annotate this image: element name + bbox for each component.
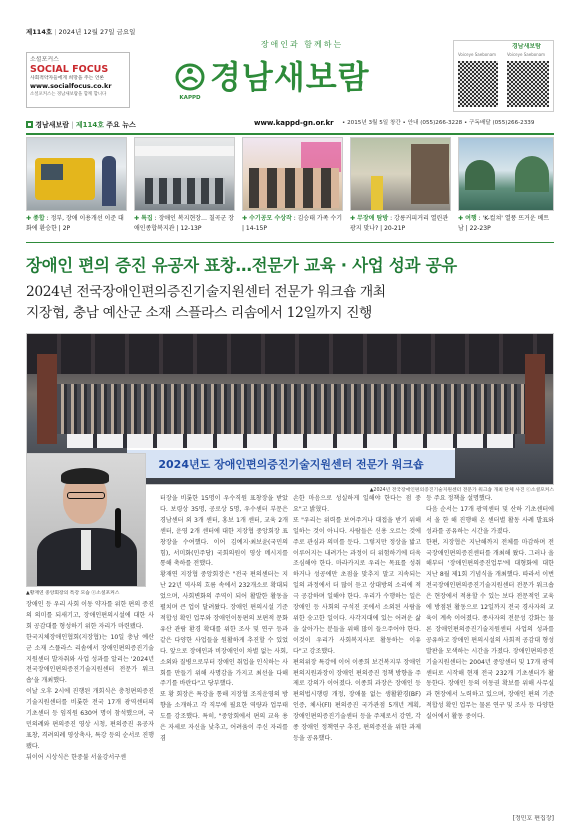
thumb-caption-1[interactable]: ✚ 종합 : 정부, 장애 이용개선 이준 대화에 환승한 | 2P	[26, 215, 124, 232]
column-3-text: 손한 마음으로 성실하게 일해야 한다는 점 중요"고 밝혔다. 또 "우리는 위력를 보여주거나 대접을 받기 위해 일하는 것이 아니다. 사람들은 신용 오르는 것에 주로 관심과 의미를 둔다. 그렇지만 정상을 밟고 이루어지는 내려가는 과정이 더 위험하기에 더욱 조심해야 한다. 마라카지로 우리는 목표를 성취하거나 성공에만 초점을 맞추지 말고 지속되는 일의 과정에서 더 많이 듣고 상대방의 소리에 적극 공감하며 일해야 한다. 우리가 수행하는 일은 장애인 등 사회의 구석진 곳에서 소외된 사람을 위한 숭고한 일이다. 사각지대에 있는 어려운 삶을 살아가는 분들을 위해 많이 들으주어야 한다. 이것이 우리가 사회복지사로 활동하는 이유다"고 강조했다. 편의위장 특강에 이어 이종희 보건복지부 장애인편의지원과장이 장애인 편의증진 정책 방향을 주제로 강의가 이어졌다. 이종희 과장은 장애인 등 편의법시행령 개정, 장애물 없는 생활환경(BF) 인증, 체사(Fl) 편의증진 국가관점 5개년 계획, 장애인편의증진기술센터 등을 주제로서 강연, 각종 장애인 정책연구 추진, 편의증진을 위한 과제 등을 공유했다.	[293, 495, 421, 742]
thumb-text-2: 장애인 복지현장… 칠곡군 장애인종합복지관 | 12-13P	[134, 215, 235, 232]
thumb-photo-4[interactable]	[350, 137, 451, 211]
thumb-text-3: 김승태 가족 수기 | 14-15P	[242, 215, 343, 232]
article-byline: [정민호 편집장]	[512, 815, 554, 822]
qr-block[interactable]	[453, 40, 554, 112]
site-url[interactable]: www.kappd-gn.or.kr	[254, 119, 334, 127]
thumb-caption-5[interactable]: ✚ 여행 : 'K-컬쳐' 열풍 뜨거운 베트남 | 22-23P	[458, 215, 550, 232]
thumb-tag-3: 수기공모 수상작	[249, 215, 292, 222]
thumb-caption-2[interactable]: ✚ 특집 : 장애인 복지현장… 칠곡군 장애인종합복지관 | 12-13P	[134, 215, 235, 232]
issue-line: 제114호 | 2024년 12월 27일 금요일	[26, 28, 136, 36]
thumb-caption-3[interactable]: ✚ 수기공모 수상작 : 김승태 가족 수기 | 14-15P	[242, 215, 343, 232]
thumb-tag-5: 여행	[465, 215, 477, 222]
sponsor-ad[interactable]	[26, 52, 130, 108]
thumb-caption-4[interactable]: ✚ 무장애 탐방 : 강릉커피거리 열린관광지 맞나? | 20-21P	[350, 215, 449, 232]
thumb-tag-2: 특집	[141, 215, 153, 222]
plus-icon: ✚	[26, 215, 34, 222]
workshop-banner-text: 2024년도 장애인편의증진기술지원센터 전문가 워크숍	[158, 458, 424, 471]
kappd-logo-icon	[174, 62, 206, 96]
news-bar: 경남새보람 | 제114호 주요 뉴스	[26, 120, 246, 131]
main-photo-caption: ▲2024년 전국장애인편의증진기술지원센터 전문가 워크숍 개최 단체 사진 ⓒ소셜포커스	[369, 488, 554, 493]
news-bar-square-icon	[26, 121, 33, 128]
issue-number: 제114호	[26, 28, 53, 36]
article-column-1	[26, 600, 154, 818]
person-figure-icon	[102, 156, 116, 206]
ad-tagline: 사회적약자들에게 희망을 주는 언론	[30, 76, 105, 81]
thumb-photo-1[interactable]	[26, 137, 127, 211]
qr-label-2: Voiceye Saebonam	[507, 52, 546, 57]
masthead-slogan: 장애인과 함께하는	[260, 40, 344, 49]
issue-date: 2024년 12월 27일 금요일	[58, 28, 136, 36]
column-2-text: 터장을 비롯한 15명이 우수직원 표창장을 받았다. 보령상 35명, 공로상 5명, 우수센터 부문은 경남센터 외 3개 센터, 홍보 1개 센터, 교육 2개 센터, 운영 2개 센터에 대한 지장협 중앙회장 표창장을 수여했다. 이어 김예지·최보윤(국민의힘), 서미화(민주당) 국회의원이 영상 메시지를 통해 축하를 전했다. 황재연 지장협 중앙회장은 "전국 편의센터는 지난 22년 역사의 흐름 속에서 232개소로 확대되었으며, 사회변화의 주역이 되어 활발한 활동을 펼치며 큰 업이 달려왔다. 장애인 편의시설 기준적합성 확인 업무와 장애인이동편의 보편적 문화유산 관람 환경 확대를 위한 조사 및 연구 등과 같은 다양한 사업들을 원활하게 추진할 수 있었다. 앞으로 장애인과 비장애인이 차별 없는 사회, 소외와 질병으로부터 장애인 취업을 인식하는 사회를 만들기 위해 사명감을 가지고 최선을 다해주기를 바란다"고 당부했다. 또 황 회장은 특강을 통해 지장협 조직운영의 방향을 소개하고 각 직무에 필요한 역량과 업무태도를 강조했다. 특히, "중앙회에서 편의 교육 용은 자세로 자신을 낮추고, 어려움이 주신 자리를 겸	[160, 495, 288, 742]
article-headline: 장애인 편의 증진 유공자 표창…전문가 교육 · 사업 성과 공유	[26, 256, 457, 275]
news-bar-label: 주요 뉴스	[106, 121, 136, 129]
qr-code-1-icon[interactable]	[458, 61, 498, 107]
thumb-tag-4: 무장애 탐방	[357, 215, 389, 222]
ad-note: 소셜포커스는 경남새보람을 함께 합니다	[30, 92, 107, 97]
thumb-text-5: 'K-컬쳐' 열풍 뜨거운 베트남 | 22-23P	[458, 215, 550, 232]
thumb-photo-3[interactable]	[242, 137, 343, 211]
workshop-banner	[127, 448, 455, 478]
microphone-icon	[115, 508, 121, 548]
column-4-text: 등 주요 정책을 설명했다. 다음 순서는 17개 광역센터 및 산하 기초센터에서 올 한 해 진행해 온 센터별 활동 사례 발표와 성과를 공유하는 시간을 가졌다. 한편, 지장협은 지난해까지 전체를 마감하며 전국장애인편의증진센터를 개최해 왔다. 그러나 올해부터 '장애인편의증진업무'에 대형화에 대한 지난 8월 제1회 기념식을 개최했다. 따라서 이번 전국장애인편의증진기술지원센터 전문가 워크숍은 현장에서 적용할 수 있는 보다 전문적인 교육에 방점된 활동으로 12일까지 전국 경사자의 교육이 계속 이어졌다. 종사자의 전문성 강화는 물론 장애인편의증진기술지원센터 사업의 성과를 공유하고 장애인 편의시설의 사회적 공감대 형성 발판을 모색하는 시간을 가졌다. 장애인편의증진기술지원센터는 2004년 중앙센터 및 17개 광역센터로 시작해 현재 전국 232개 기초센터가 활동한다. 장애인 등의 이동권 확보를 위해 사무실과 현장에서 노력하고 있으며, 장애인 편의 기준 적합성 확인 업무는 물론 연구 및 조사 등 다양한 실어에서 활동 중이다.	[426, 495, 554, 721]
ad-logo-text: SOCIAL FOCUS	[30, 64, 109, 75]
qr-code-2-icon[interactable]	[507, 61, 549, 107]
thumb-text-4: 강릉커피거리 열린관광지 맞나? | 20-21P	[350, 215, 449, 232]
thumb-tag-1: 종합	[33, 215, 45, 222]
ad-top-text: 소셜포커스	[30, 56, 59, 63]
kappd-label: KAPPD	[179, 95, 201, 101]
qr-label-1: Voiceye Saebonam	[458, 52, 497, 57]
portrait-caption: ▲황재연 중앙회장의 특강 모습 ⓒ소셜포커스	[26, 591, 120, 596]
thumb-text-1: 정부, 장애 이용개선 이준 대화에 환승한 | 2P	[26, 215, 124, 232]
section-divider	[26, 242, 554, 243]
portrait-photo[interactable]	[26, 453, 146, 587]
plus-icon: ✚	[350, 215, 358, 222]
ad-url[interactable]: www.socialfocus.co.kr	[30, 82, 112, 90]
plus-icon: ✚	[458, 215, 466, 222]
masthead-title: 경남새보람	[210, 58, 370, 96]
article-column-3	[293, 494, 421, 824]
news-bar-brand: 경남새보람	[35, 121, 70, 129]
qr-title: 경남새보람	[512, 43, 541, 50]
column-1-text: 장애인 등 우리 사회 이동 약자를 위한 편의 증진의 의미를 되새기고, 장애인편의시설에 대한 사회 공감대를 형성하기 위한 자리가 마련됐다. 한국지체장애인협회(지장협)는 10일 충남 예산군 소재 스플라스 리솜에서 장애인편의증진기술지원센터 발자취와 사업 성과를 알리는 '2024년 전국장애인편의증진기술지원센터 전문가 워크숍'을 개최했다. 이날 오후 2시에 진행된 개회식은 충청편의증진기술지원센터를 비롯한 전국 17개 광역센터의 기초센터 등 임직원 630여 명이 참석했으며, 국민의례와 편의증진 영상 시청, 편의증진 유공자 표창, 격려의례 영상축사, 특강 등의 순서로 진행됐다. 뒤이어 시상식은 한중불 서울강서구센	[26, 601, 154, 761]
ad-logo	[30, 64, 126, 75]
news-bar-divider	[26, 133, 554, 135]
article-subheadline-2: 지장협, 충남 예산군 소재 스플라스 리솜에서 12일까지 진행	[26, 305, 372, 321]
thumb-photo-5[interactable]	[458, 137, 554, 211]
article-column-2	[160, 494, 288, 824]
news-bar-issue: 제114호	[75, 121, 105, 129]
plus-icon: ✚	[242, 215, 250, 222]
plus-icon: ✚	[134, 215, 142, 222]
article-column-4	[426, 494, 554, 812]
article-subheadline-1: 2024년 전국장애인편의증진기술지원센터 전문가 워크숍 개최	[26, 284, 386, 300]
thumb-photo-2[interactable]	[134, 137, 235, 211]
founding-contact-info: • 2015년 3월 5일 창간 • 안내 (055)266-3228 • 구독배달 (055)266-2339	[342, 120, 535, 126]
